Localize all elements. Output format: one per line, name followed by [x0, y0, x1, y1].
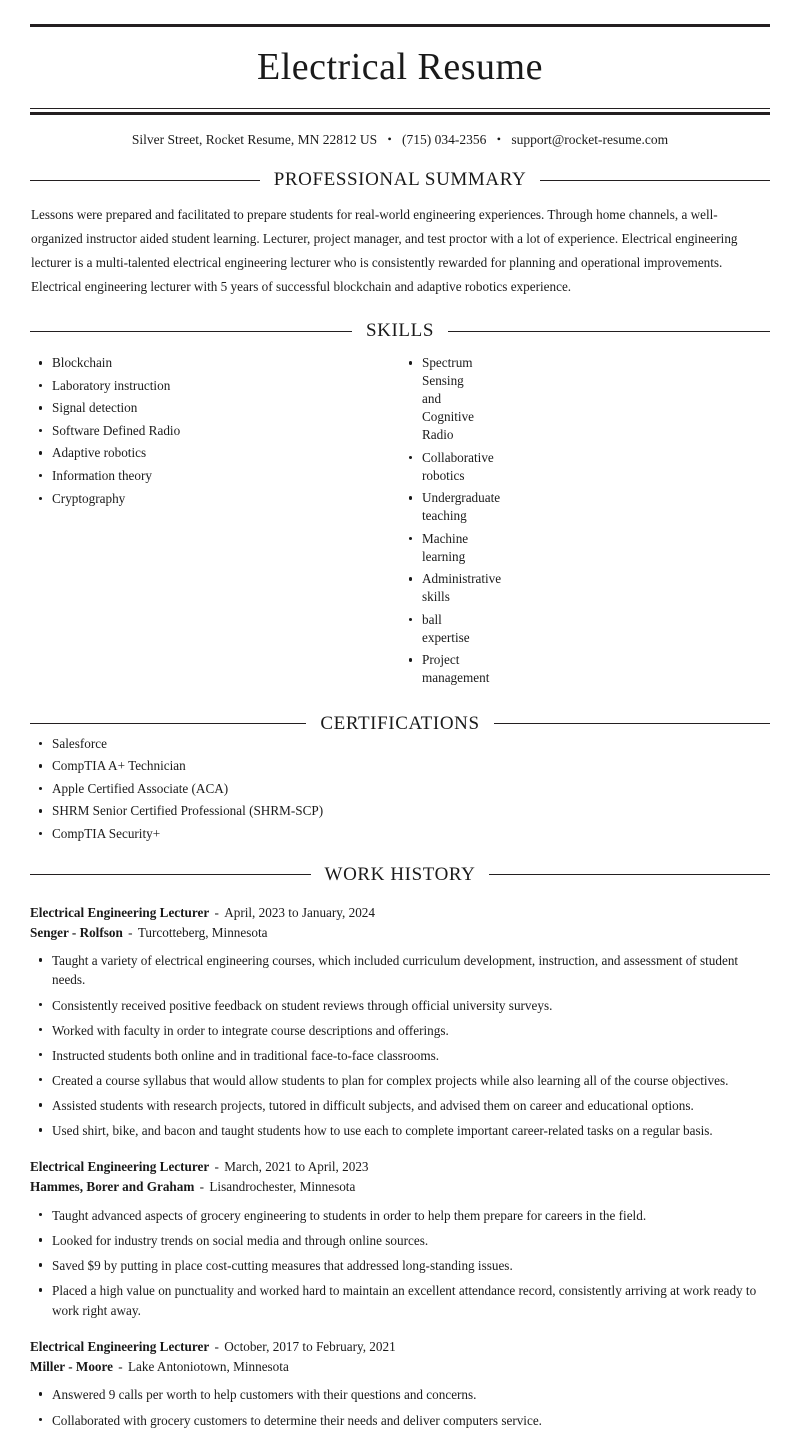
list-item: Cryptography [30, 490, 400, 508]
job-bullet: Taught a variety of electrical engineering courses, which included curriculum development, instruction, and assessment of student needs. [30, 951, 770, 989]
contact-phone: (715) 034-2356 [402, 132, 487, 147]
page-title: Electrical Resume [257, 46, 543, 88]
job-bullet: Taught advanced aspects of grocery engineering to students in order to help them prepare for careers in the field. [30, 1206, 770, 1225]
job-dates: October, 2017 to February, 2021 [224, 1338, 396, 1354]
section-heading-work-history [30, 864, 770, 886]
skills-list-left [30, 354, 400, 507]
job-title-separator: - [211, 1159, 223, 1175]
list-item: ball expertise [400, 611, 425, 647]
contact-separator-2: • [496, 132, 501, 146]
job-bullet-list [30, 951, 770, 1140]
heading-rule-right [448, 331, 770, 332]
header-rule-thick [30, 112, 770, 115]
list-item: Apple Certified Associate (ACA) [30, 780, 770, 798]
heading-rule-right [489, 874, 770, 875]
list-item: CompTIA A+ Technician [30, 757, 770, 775]
section-heading-skills [30, 320, 770, 342]
list-item: Signal detection [30, 399, 400, 417]
job-employer-separator: - [124, 924, 136, 940]
job-employer-separator: - [196, 1179, 208, 1195]
section-title-work-history: WORK HISTORY [324, 863, 476, 885]
contact-email: support@rocket-resume.com [511, 132, 669, 147]
job-location: Lake Antoniotown, Minnesota [128, 1358, 289, 1374]
job-bullet: Instructed students both online and in traditional face-to-face classrooms. [30, 1046, 770, 1065]
job-location: Turcotteberg, Minnesota [137, 924, 268, 940]
section-title-summary: PROFESSIONAL SUMMARY [273, 169, 527, 191]
job-dates: April, 2023 to January, 2024 [224, 904, 375, 920]
job-bullet: Assisted students with research projects, tutored in difficult subjects, and advised them on career and educational options. [30, 1096, 770, 1115]
job-bullet: Created a course syllabus that would allow students to plan for complex projects while also learning all of the course objectives. [30, 1071, 770, 1090]
contact-address: Silver Street, Rocket Resume, MN 22812 US [131, 132, 378, 147]
job-employer: Miller - Moore [30, 1358, 113, 1374]
job-dates: March, 2021 to April, 2023 [224, 1159, 369, 1175]
job-bullet: Collaborated with grocery customers to determine their needs and deliver computers service. [30, 1411, 770, 1430]
heading-rule-left [30, 874, 311, 875]
work-history-entry [30, 1157, 770, 1319]
heading-rule-left [30, 331, 352, 332]
job-location: Lisandrochester, Minnesota [209, 1179, 356, 1195]
list-item: Information theory [30, 467, 400, 485]
certifications-list [30, 735, 770, 843]
job-bullet-list [30, 1206, 770, 1320]
work-history-list [30, 903, 770, 1430]
job-title: Electrical Engineering Lecturer [30, 1338, 210, 1354]
work-history-entry [30, 903, 770, 1141]
heading-rule-right [494, 723, 770, 724]
job-bullet: Looked for industry trends on social media and through online sources. [30, 1231, 770, 1250]
heading-rule-right [540, 180, 770, 181]
job-bullet: Worked with faculty in order to integrate course descriptions and offerings. [30, 1021, 770, 1040]
section-heading-certifications [30, 713, 770, 735]
list-item: SHRM Senior Certified Professional (SHRM-SCP) [30, 802, 770, 820]
job-employer-line [30, 923, 770, 943]
work-history-entry [30, 1337, 770, 1430]
job-title: Electrical Engineering Lecturer [30, 1159, 210, 1175]
heading-rule-left [30, 723, 306, 724]
job-employer: Hammes, Borer and Graham [30, 1179, 195, 1195]
job-title: Electrical Engineering Lecturer [30, 904, 210, 920]
job-bullet: Used shirt, bike, and bacon and taught students how to use each to complete important career-related tasks on a regular basis. [30, 1121, 770, 1140]
skills-columns [30, 354, 770, 691]
job-title-separator: - [211, 1338, 223, 1354]
job-bullet-list [30, 1385, 770, 1429]
header-top-rule [30, 24, 770, 27]
job-bullet: Answered 9 calls per worth to help customers with their questions and concerns. [30, 1385, 770, 1404]
job-employer-line [30, 1357, 770, 1377]
heading-rule-left [30, 180, 260, 181]
job-employer-line [30, 1177, 770, 1197]
job-title-separator: - [211, 904, 223, 920]
list-item: Spectrum Sensing and Cognitive Radio [400, 354, 425, 444]
list-item: Blockchain [30, 354, 400, 372]
list-item: Project management [400, 651, 425, 687]
contact-separator-1: • [387, 132, 392, 146]
job-employer-separator: - [115, 1358, 126, 1374]
resume-page [0, 24, 800, 1428]
section-title-certifications: CERTIFICATIONS [320, 712, 480, 734]
job-title-line [30, 1337, 770, 1357]
summary-text: Lessons were prepared and facilitated to prepare students for real-world engineering experiences. Through home channels, a well-organized instructor aided student learning. Lecturer, project manager, and test proctor with a lot of experience. Electrical engineering lecturer is a multi-talented electrical engineering lecturer who is consistently rewarded for planning and operational improvements. Electrical engineering lecturer with 5 years of successful blockchain and adaptive robotics experience. [31, 207, 738, 295]
job-title-line [30, 1157, 770, 1177]
header-rule-thin [30, 108, 770, 109]
section-heading-summary [30, 169, 770, 191]
list-item: Salesforce [30, 735, 770, 753]
list-item: Undergraduate teaching [400, 489, 425, 525]
list-item: CompTIA Security+ [30, 825, 770, 843]
job-bullet: Placed a high value on punctuality and worked hard to maintain an excellent attendance record, consistently arriving at work ready to work right away. [30, 1281, 770, 1319]
job-bullet: Consistently received positive feedback on student reviews through official university surveys. [30, 996, 770, 1015]
list-item: Machine learning [400, 530, 425, 566]
list-item: Collaborative robotics [400, 449, 425, 485]
job-bullet: Saved $9 by putting in place cost-cutting measures that addressed long-standing issues. [30, 1256, 770, 1275]
list-item: Administrative skills [400, 570, 425, 606]
list-item: Laboratory instruction [30, 377, 400, 395]
job-employer: Senger - Rolfson [30, 924, 123, 940]
header-bottom-rules [30, 108, 770, 115]
list-item: Adaptive robotics [30, 444, 400, 462]
skills-list-right [400, 354, 502, 687]
job-title-line [30, 903, 770, 923]
list-item: Software Defined Radio [30, 422, 400, 440]
section-title-skills: SKILLS [366, 320, 434, 342]
contact-line [30, 132, 770, 148]
